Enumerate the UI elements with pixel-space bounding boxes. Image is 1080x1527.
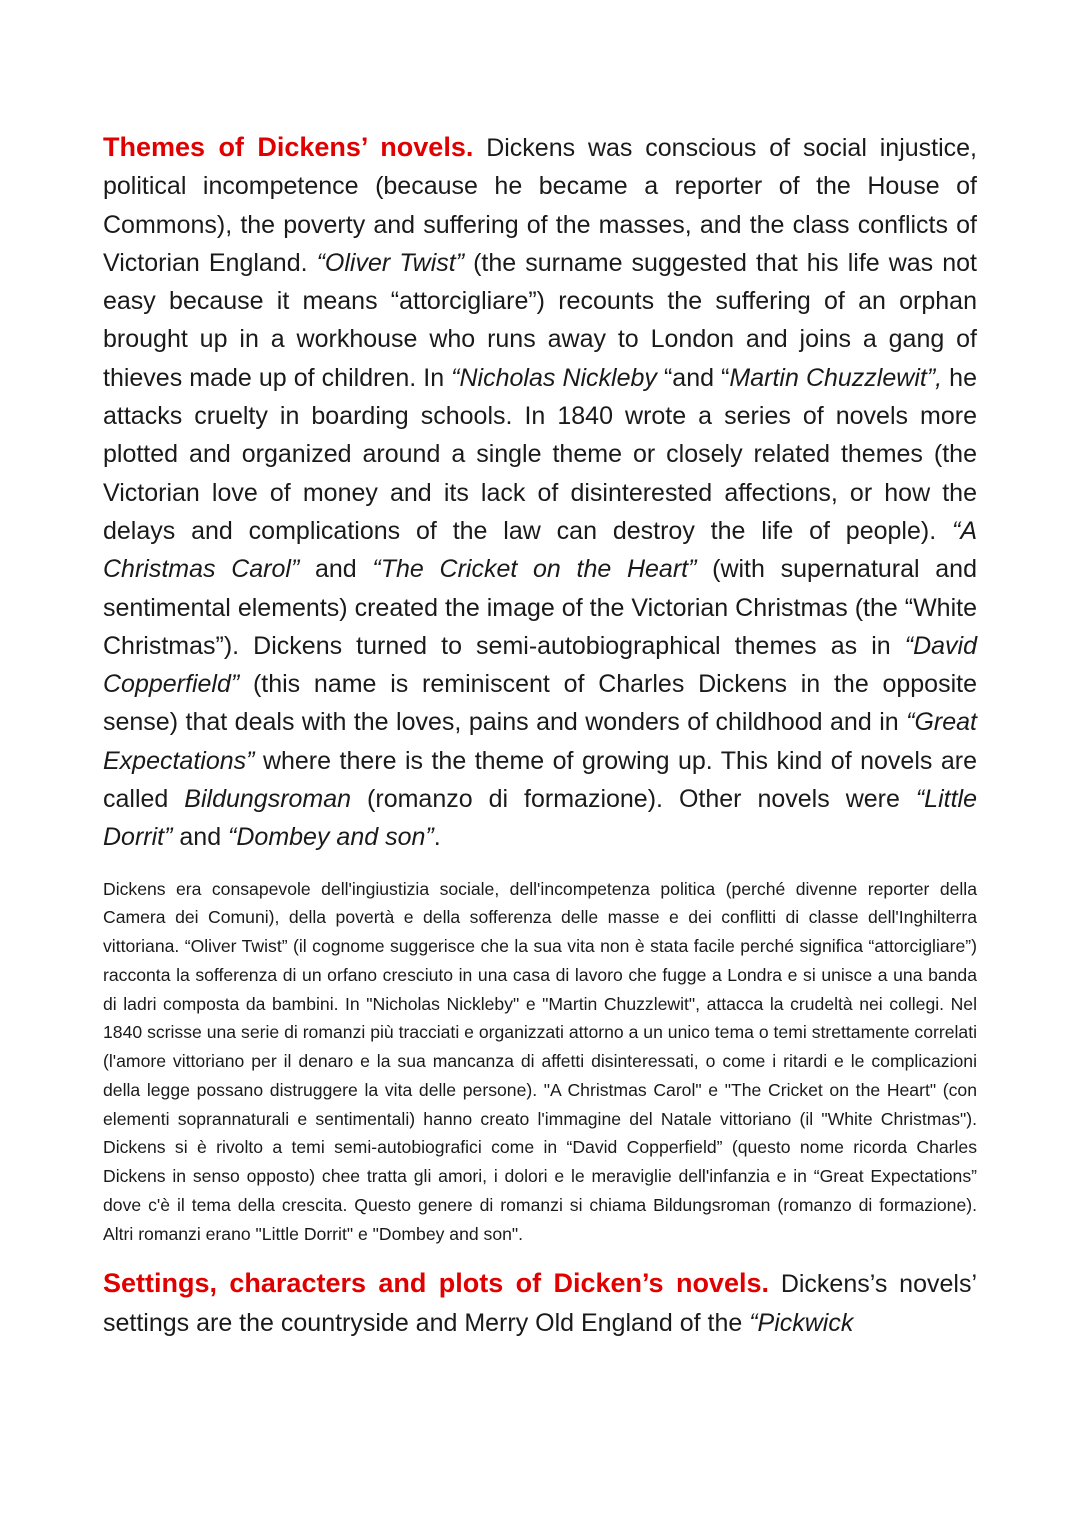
text-run: Dickens was conscious of social injustice, political incompetence (because he became a reporter of the House of Commons), the poverty and suffering of the masses, and the class conflicts of Victorian England. [103, 134, 977, 277]
text-run: and [299, 555, 373, 584]
text-run: he attacks cruelty in boarding schools. In 1840 wrote a series of novels more plotted and organized around a single theme or closely related themes (the Victorian love of money and its lack of disinterested affections, or how the delays and complications of the law can destroy the life of people). [103, 363, 977, 545]
settings-paragraph [103, 1264, 977, 1342]
italic-title: “Great Expectations” [103, 708, 977, 775]
document-page [103, 128, 977, 1342]
italic-title: “Pickwick [749, 1308, 854, 1337]
italic-term: Bildungsroman [184, 785, 352, 814]
text-run: “and “ [663, 363, 730, 392]
italic-title: “The Cricket on the Heart” [372, 555, 697, 584]
themes-paragraph [103, 128, 977, 857]
italic-title: “Dombey and son” [228, 823, 434, 852]
italian-translation-paragraph: Dickens era consapevole dell'ingiustizia sociale, dell'incompetenza politica (perché divenne reporter della Camera dei Comuni), della povertà e della sofferenza delle masse e dei conflitti di classe dell'Inghilterra vittoriana. “Oliver Twist” (il cognome suggerisce che la sua vita non è stata facile perché significa “attorcigliare”) racconta la sofferenza di un orfano cresciuto in una casa di lavoro che fugge a Londra e si unisce a una banda di ladri composta da bambini. In "Nicholas Nickleby" e "Martin Chuzzlewit", attacca la crudeltà nei collegi. Nel 1840 scrisse una serie di romanzi più tracciati e organizzati attorno a un unico tema o temi strettamente correlati (l'amore vittoriano per il denaro e la sua mancanza di affetti disinteressati, o come i ritardi e le complicazioni della legge possano distruggere la vita delle persone). "A Christmas Carol" e "The Cricket on the Heart" (con elementi soprannaturali e sentimentali) hanno creato l'immagine del Natale vittoriano (il "White Christmas"). Dickens si è rivolto a temi semi-autobiografici come in “David Copperfield” (questo nome ricorda Charles Dickens in senso opposto) chee tratta gli amori, i dolori e le meraviglie dell'infanzia e in “Great Expectations” dove c'è il tema della crescita. Questo genere di romanzi si chiama Bildungsroman (romanzo di formazione). Altri romanzi erano "Little Dorrit" e "Dombey and son". [103, 878, 977, 1244]
text-run: (romanzo di formazione). Other novels were [351, 785, 916, 814]
text-run: (the surname suggested that his life was not easy because it means “attorcigliare”) recounts the suffering of an orphan brought up in a workhouse who runs away to London and joins a gang of thieves made up of children. In [103, 248, 977, 392]
italic-title: “A Christmas Carol” [103, 516, 977, 584]
italic-title: “Little Dorrit” [103, 785, 977, 852]
text-run: Dickens’s novels’ settings are the countryside and Merry Old England of the [103, 1270, 977, 1337]
italic-title: “David Copperfield” [103, 631, 977, 699]
italic-title: Martin Chuzzlewit”, [729, 363, 943, 392]
text-run: . [433, 823, 441, 852]
text-run: and [172, 823, 229, 852]
italic-title: “Nicholas Nickleby [451, 363, 664, 392]
text-run: (this name is reminiscent of Charles Dickens in the opposite sense) that deals with the loves, pains and wonders of childhood and in [103, 670, 977, 737]
text-run: where there is the theme of growing up. This kind of novels are called [103, 746, 977, 814]
section-heading-settings: Settings, characters and plots of Dicken’s novels. [103, 1268, 769, 1299]
section-heading-themes: Themes of Dickens’ novels. [103, 132, 474, 162]
italic-title: “Oliver Twist” [316, 248, 465, 277]
text-run: (with supernatural and sentimental elements) created the image of the Victorian Christmas (the “White Christmas”). Dickens turned to semi-autobiographical themes as in [103, 555, 977, 660]
